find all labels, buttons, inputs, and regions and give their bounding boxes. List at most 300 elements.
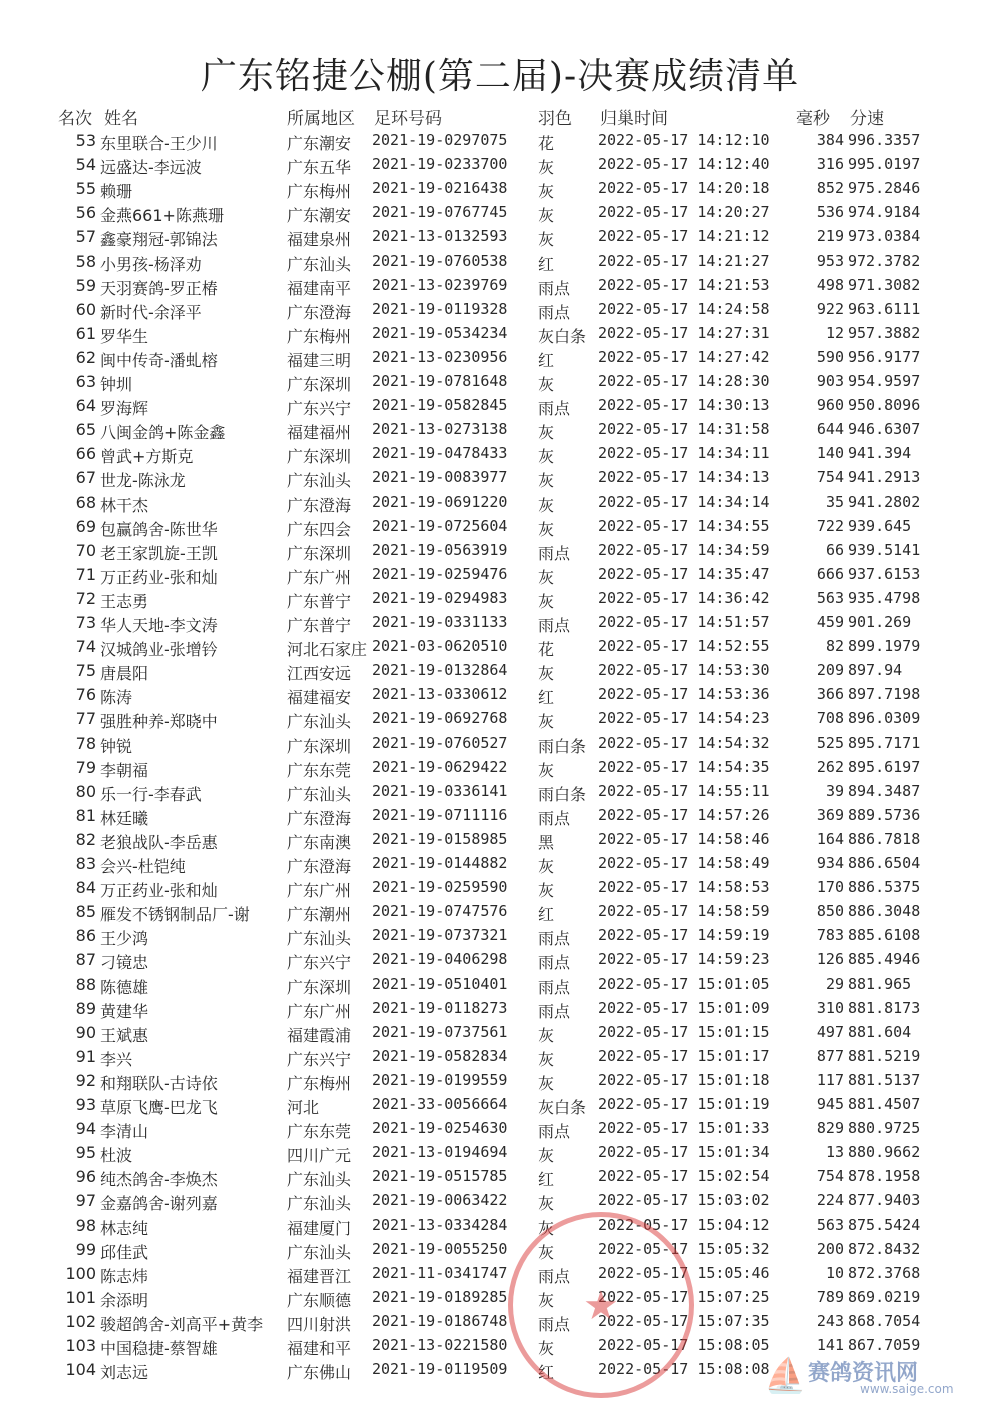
cell-ms: 39 — [825, 781, 844, 800]
cell-ring: 2021-11-0341747 — [372, 1263, 508, 1282]
table-row — [0, 1095, 1000, 1119]
cell-name: 余添明 — [100, 1290, 149, 1310]
cell-ms: 852 — [816, 179, 844, 198]
table-row — [0, 444, 1000, 468]
cell-name: 陈涛 — [100, 688, 133, 708]
cell-speed: 995.0197 — [848, 155, 921, 174]
cell-rank: 90 — [75, 1022, 96, 1042]
cell-name: 刁镜忠 — [100, 953, 149, 973]
cell-name: 黄建华 — [100, 1001, 149, 1021]
cell-speed: 886.5375 — [848, 878, 921, 897]
cell-speed: 941.2802 — [848, 492, 921, 511]
cell-rank: 100 — [65, 1263, 96, 1283]
cell-time: 2022-05-17 14:57:26 — [598, 805, 770, 824]
cell-color: 灰 — [538, 230, 555, 250]
header-ms: 毫秒 — [796, 109, 830, 129]
cell-region: 广东深圳 — [287, 977, 352, 997]
cell-ring: 2021-19-0725604 — [372, 516, 508, 535]
cell-name: 和翔联队-古诗依 — [100, 1073, 218, 1093]
cell-speed: 880.9725 — [848, 1119, 921, 1138]
cell-ms: 35 — [825, 492, 844, 511]
cell-ring: 2021-19-0199559 — [372, 1070, 508, 1089]
cell-region: 广东广州 — [287, 1001, 352, 1021]
cell-ring: 2021-19-0563919 — [372, 540, 508, 559]
cell-region: 河北 — [287, 1098, 320, 1117]
cell-region: 广东深圳 — [287, 447, 352, 467]
cell-ring: 2021-19-0534234 — [372, 323, 508, 342]
cell-ms: 903 — [816, 372, 844, 390]
cell-region: 广东汕头 — [287, 471, 352, 491]
cell-name: 李朝福 — [100, 760, 149, 780]
cell-speed: 886.3048 — [848, 902, 921, 921]
cell-ring: 2021-13-0330612 — [372, 685, 508, 704]
cell-ring: 2021-19-0781648 — [372, 372, 508, 390]
cell-time: 2022-05-17 15:05:46 — [598, 1263, 770, 1282]
cell-rank: 64 — [75, 396, 96, 416]
cell-region: 福建霞浦 — [287, 1025, 352, 1045]
cell-color: 雨点 — [538, 278, 571, 298]
cell-ring: 2021-19-0119509 — [372, 1360, 508, 1379]
table-row — [0, 999, 1000, 1023]
cell-ring: 2021-19-0510401 — [372, 974, 508, 993]
cell-speed: 897.94 — [848, 661, 903, 680]
cell-color: 灰 — [538, 881, 555, 901]
cell-speed: 939.645 — [848, 516, 912, 535]
cell-color: 灰 — [538, 495, 555, 515]
cell-rank: 56 — [75, 203, 96, 223]
cell-color: 红 — [538, 1363, 555, 1383]
cell-ring: 2021-19-0216438 — [372, 179, 508, 198]
cell-rank: 69 — [75, 516, 96, 536]
cell-region: 广东广州 — [287, 567, 352, 587]
cell-rank: 103 — [65, 1336, 96, 1355]
cell-name: 草原飞鹰-巴龙飞 — [100, 1098, 218, 1117]
cell-rank: 87 — [75, 950, 96, 970]
cell-name: 强胜种养-郑晓中 — [100, 712, 218, 732]
cell-rank: 62 — [75, 347, 96, 367]
cell-name: 八闽金鸽+陈金鑫 — [100, 423, 226, 443]
cell-color: 灰 — [538, 1242, 555, 1262]
cell-rank: 74 — [75, 637, 96, 657]
cell-ms: 13 — [825, 1143, 844, 1162]
cell-rank: 66 — [75, 444, 96, 464]
cell-time: 2022-05-17 15:01:05 — [598, 974, 770, 993]
cell-ring: 2021-19-0083977 — [372, 468, 508, 487]
cell-ms: 498 — [816, 275, 844, 294]
cell-ms: 366 — [816, 685, 844, 704]
cell-time: 2022-05-17 14:34:13 — [598, 468, 770, 487]
table-row — [0, 613, 1000, 637]
cell-name: 陈德雄 — [100, 977, 149, 997]
cell-rank: 58 — [75, 251, 96, 271]
table-row — [0, 854, 1000, 878]
cell-ms: 783 — [816, 926, 844, 945]
cell-color: 红 — [538, 905, 555, 925]
cell-speed: 872.8432 — [848, 1239, 921, 1258]
table-row — [0, 155, 1000, 179]
cell-name: 杜波 — [100, 1146, 133, 1166]
cell-name: 中国稳捷-蔡智雄 — [100, 1339, 218, 1358]
cell-time: 2022-05-17 14:52:55 — [598, 637, 770, 656]
cell-ms: 644 — [816, 420, 844, 439]
cell-color: 雨点 — [538, 1001, 571, 1021]
cell-speed: 956.9177 — [848, 347, 921, 366]
cell-speed: 954.9597 — [848, 372, 921, 390]
cell-ring: 2021-19-0760538 — [372, 251, 508, 270]
cell-ring: 2021-03-0620510 — [372, 637, 508, 656]
cell-ms: 12 — [825, 323, 844, 342]
table-row — [0, 637, 1000, 661]
cell-rank: 85 — [75, 902, 96, 922]
cell-time: 2022-05-17 14:58:53 — [598, 878, 770, 897]
cell-rank: 71 — [75, 564, 96, 584]
cell-ring: 2021-13-0239769 — [372, 275, 508, 294]
cell-name: 小男孩-杨泽劝 — [100, 254, 202, 274]
cell-rank: 65 — [75, 420, 96, 440]
cell-speed: 939.5141 — [848, 540, 921, 559]
cell-color: 雨点 — [538, 1266, 571, 1286]
table-row — [0, 517, 1000, 541]
cell-time: 2022-05-17 14:20:18 — [598, 179, 770, 198]
cell-region: 广东普宁 — [287, 616, 352, 635]
cell-rank: 76 — [75, 685, 96, 705]
cell-rank: 79 — [75, 757, 96, 777]
cell-name: 新时代-余泽平 — [100, 302, 202, 322]
cell-ms: 563 — [816, 1215, 844, 1234]
cell-color: 灰 — [538, 857, 555, 876]
cell-speed: 895.7171 — [848, 733, 921, 752]
table-row — [0, 1047, 1000, 1071]
cell-name: 纯杰鸽舍-李焕杰 — [100, 1170, 218, 1190]
cell-color: 雨点 — [538, 616, 571, 635]
cell-speed: 971.3082 — [848, 275, 921, 294]
cell-name: 乐一行-李春武 — [100, 784, 202, 804]
site-watermark — [764, 1354, 994, 1398]
table-row — [0, 396, 1000, 420]
cell-ms: 126 — [816, 950, 844, 969]
cell-speed: 996.3357 — [848, 131, 921, 149]
cell-name: 王斌惠 — [100, 1025, 149, 1045]
cell-rank: 89 — [75, 998, 96, 1018]
cell-name: 老王家凯旋-王凯 — [100, 543, 218, 563]
cell-rank: 101 — [65, 1287, 96, 1307]
cell-rank: 88 — [75, 974, 96, 994]
cell-region: 福建和平 — [287, 1339, 352, 1358]
star-icon: ★ — [583, 1283, 619, 1329]
cell-region: 福建晋江 — [287, 1266, 352, 1286]
cell-name: 万正药业-张和灿 — [100, 567, 218, 587]
cell-color: 雨点 — [538, 953, 571, 973]
cell-name: 罗华生 — [100, 326, 149, 346]
cell-speed: 877.9403 — [848, 1191, 921, 1210]
cell-speed: 869.0219 — [848, 1287, 921, 1306]
cell-name: 李兴 — [100, 1049, 133, 1069]
cell-time: 2022-05-17 15:01:33 — [598, 1119, 770, 1138]
cell-time: 2022-05-17 14:21:53 — [598, 275, 770, 294]
cell-ms: 789 — [816, 1287, 844, 1306]
table-row — [0, 203, 1000, 227]
header-rank: 名次 — [58, 109, 92, 129]
cell-color: 灰 — [538, 447, 555, 467]
cell-time: 2022-05-17 15:08:08 — [598, 1360, 770, 1379]
cell-rank: 73 — [75, 613, 96, 632]
table-row — [0, 565, 1000, 589]
watermark-name: 赛鸽资讯网 — [808, 1361, 919, 1386]
table-row — [0, 589, 1000, 613]
cell-region: 广东澄海 — [287, 857, 352, 876]
header-ring: 足环号码 — [374, 109, 442, 129]
cell-color: 灰 — [538, 567, 555, 587]
cell-name: 汉城鸽业-张增钤 — [100, 640, 218, 660]
cell-time: 2022-05-17 14:54:23 — [598, 709, 770, 728]
cell-ring: 2021-19-0233700 — [372, 155, 508, 174]
header-color: 羽色 — [538, 109, 572, 129]
cell-color: 灰 — [538, 1049, 555, 1069]
cell-color: 灰 — [538, 471, 555, 491]
cell-name: 林干杰 — [100, 495, 149, 515]
cell-name: 东里联合-王少川 — [100, 134, 218, 153]
cell-ring: 2021-19-0629422 — [372, 757, 508, 776]
cell-ring: 2021-13-0194694 — [372, 1143, 508, 1162]
cell-speed: 881.5137 — [848, 1070, 921, 1089]
cell-region: 广东澄海 — [287, 808, 352, 828]
cell-color: 红 — [538, 254, 555, 274]
cell-color: 灰白条 — [538, 326, 587, 346]
cell-speed: 974.9184 — [848, 203, 921, 222]
cell-ring: 2021-19-0406298 — [372, 950, 508, 969]
cell-color: 雨点 — [538, 1122, 571, 1142]
cell-region: 广东兴宁 — [287, 1049, 352, 1069]
cell-ms: 310 — [816, 998, 844, 1017]
cell-region: 河北石家庄 — [287, 640, 367, 660]
cell-time: 2022-05-17 14:53:36 — [598, 685, 770, 704]
cell-rank: 67 — [75, 468, 96, 488]
cell-region: 广东汕头 — [287, 1170, 352, 1190]
cell-ring: 2021-19-0336141 — [372, 781, 508, 800]
cell-ring: 2021-33-0056664 — [372, 1095, 508, 1113]
cell-rank: 80 — [75, 781, 96, 801]
table-row — [0, 1023, 1000, 1047]
cell-name: 雁发不锈钢制品厂-谢 — [100, 905, 250, 925]
cell-ms: 934 — [816, 854, 844, 872]
cell-ms: 525 — [816, 733, 844, 752]
cell-time: 2022-05-17 14:58:46 — [598, 829, 770, 848]
cell-ms: 164 — [816, 829, 844, 848]
cell-region: 广东澄海 — [287, 495, 352, 515]
cell-color: 灰 — [538, 1025, 555, 1045]
cell-rank: 68 — [75, 492, 96, 512]
cell-ring: 2021-19-0055250 — [372, 1239, 508, 1258]
header-speed: 分速 — [850, 109, 884, 129]
cell-speed: 946.6307 — [848, 420, 921, 439]
cell-ms: 82 — [825, 637, 844, 656]
cell-ms: 10 — [825, 1263, 844, 1282]
cell-color: 灰 — [538, 182, 555, 202]
cell-name: 钟圳 — [100, 375, 133, 394]
cell-time: 2022-05-17 15:02:54 — [598, 1167, 770, 1186]
cell-region: 广东汕头 — [287, 712, 352, 732]
cell-region: 福建厦门 — [287, 1218, 352, 1238]
cell-ms: 590 — [816, 347, 844, 366]
cell-speed: 881.4507 — [848, 1095, 921, 1113]
table-row — [0, 324, 1000, 348]
cell-ring: 2021-19-0118273 — [372, 998, 508, 1017]
cell-rank: 70 — [75, 540, 96, 560]
cell-speed: 897.7198 — [848, 685, 921, 704]
cell-speed: 950.8096 — [848, 396, 921, 415]
cell-color: 雨点 — [538, 1314, 571, 1334]
cell-color: 花 — [538, 640, 555, 660]
cell-time: 2022-05-17 14:34:14 — [598, 492, 770, 511]
table-row — [0, 131, 1000, 155]
cell-time: 2022-05-17 14:21:12 — [598, 227, 770, 246]
cell-region: 四川广元 — [287, 1146, 352, 1166]
cell-speed: 867.7059 — [848, 1336, 921, 1354]
cell-ms: 200 — [816, 1239, 844, 1258]
cell-speed: 878.1958 — [848, 1167, 921, 1186]
cell-ring: 2021-19-0747576 — [372, 902, 508, 921]
cell-ms: 316 — [816, 155, 844, 174]
cell-time: 2022-05-17 14:59:19 — [598, 926, 770, 945]
cell-time: 2022-05-17 14:34:59 — [598, 540, 770, 559]
cell-speed: 868.7054 — [848, 1311, 921, 1330]
cell-color: 雨白条 — [538, 736, 587, 756]
cell-time: 2022-05-17 14:12:10 — [598, 131, 770, 149]
cell-speed: 885.4946 — [848, 950, 921, 969]
cell-ring: 2021-19-0478433 — [372, 444, 508, 463]
cell-speed: 896.0309 — [848, 709, 921, 728]
cell-speed: 895.6197 — [848, 757, 921, 776]
cell-speed: 935.4798 — [848, 588, 921, 607]
cell-color: 灰 — [538, 1218, 555, 1238]
cell-speed: 889.5736 — [848, 805, 921, 824]
cell-time: 2022-05-17 14:27:42 — [598, 347, 770, 366]
table-row — [0, 348, 1000, 372]
table-row — [0, 685, 1000, 709]
cell-time: 2022-05-17 14:36:42 — [598, 588, 770, 607]
cell-rank: 61 — [75, 323, 96, 343]
cell-region: 广东梅州 — [287, 326, 352, 346]
cell-ring: 2021-19-0691220 — [372, 492, 508, 511]
cell-region: 广东汕头 — [287, 784, 352, 804]
cell-name: 远盛达-李远波 — [100, 158, 202, 178]
cell-name: 金燕661+陈燕珊 — [100, 206, 224, 226]
table-row — [0, 1143, 1000, 1167]
cell-ms: 536 — [816, 203, 844, 222]
table-row — [0, 926, 1000, 950]
cell-rank: 53 — [75, 131, 96, 150]
cell-rank: 63 — [75, 372, 96, 391]
cell-color: 灰 — [538, 158, 555, 178]
cell-ring: 2021-19-0063422 — [372, 1191, 508, 1210]
cell-name: 闽中传奇-潘虬榕 — [100, 350, 218, 370]
cell-rank: 59 — [75, 275, 96, 295]
cell-time: 2022-05-17 14:12:40 — [598, 155, 770, 174]
cell-name: 骏超鸽舍-刘高平+黄李 — [100, 1314, 264, 1334]
cell-ring: 2021-19-0144882 — [372, 854, 508, 872]
cell-ms: 262 — [816, 757, 844, 776]
cell-ring: 2021-19-0737321 — [372, 926, 508, 945]
cell-speed: 963.6111 — [848, 299, 921, 318]
cell-speed: 899.1979 — [848, 637, 921, 656]
cell-time: 2022-05-17 15:01:18 — [598, 1070, 770, 1089]
cell-color: 灰 — [538, 1339, 555, 1358]
cell-time: 2022-05-17 14:35:47 — [598, 564, 770, 583]
cell-color: 雨点 — [538, 808, 571, 828]
cell-time: 2022-05-17 15:04:12 — [598, 1215, 770, 1234]
cell-speed: 881.8173 — [848, 998, 921, 1017]
cell-speed: 975.2846 — [848, 179, 921, 198]
cell-region: 广东兴宁 — [287, 399, 352, 419]
cell-ms: 141 — [816, 1336, 844, 1354]
cell-ms: 563 — [816, 588, 844, 607]
cell-rank: 102 — [65, 1311, 96, 1331]
cell-time: 2022-05-17 14:24:58 — [598, 299, 770, 318]
header-region: 所属地区 — [287, 109, 355, 129]
cell-name: 陈志炜 — [100, 1266, 149, 1286]
cell-color: 灰 — [538, 1146, 555, 1166]
cell-ms: 960 — [816, 396, 844, 415]
cell-ms: 666 — [816, 564, 844, 583]
cell-time: 2022-05-17 14:53:30 — [598, 661, 770, 680]
table-row — [0, 806, 1000, 830]
cell-rank: 72 — [75, 588, 96, 608]
table-row — [0, 1240, 1000, 1264]
cell-time: 2022-05-17 14:51:57 — [598, 613, 770, 631]
header-name: 姓名 — [104, 109, 138, 129]
table-row — [0, 420, 1000, 444]
cell-ring: 2021-13-0273138 — [372, 420, 508, 439]
cell-region: 广东潮安 — [287, 134, 352, 153]
cell-region: 福建福州 — [287, 423, 352, 443]
table-row — [0, 758, 1000, 782]
cell-region: 广东汕头 — [287, 929, 352, 949]
cell-ms: 29 — [825, 974, 844, 993]
cell-color: 灰 — [538, 664, 555, 684]
cell-region: 广东深圳 — [287, 736, 352, 756]
cell-rank: 97 — [75, 1191, 96, 1211]
cell-region: 广东澄海 — [287, 302, 352, 322]
cell-ms: 829 — [816, 1119, 844, 1138]
cell-color: 灰 — [538, 712, 555, 732]
cell-region: 广东潮安 — [287, 206, 352, 226]
cell-rank: 93 — [75, 1095, 96, 1114]
table-row — [0, 782, 1000, 806]
cell-ring: 2021-19-0186748 — [372, 1311, 508, 1330]
cell-name: 天羽赛鸽-罗正椿 — [100, 278, 218, 298]
table-row — [0, 252, 1000, 276]
cell-color: 灰 — [538, 1073, 555, 1093]
cell-time: 2022-05-17 14:34:11 — [598, 444, 770, 463]
cell-region: 广东顺德 — [287, 1290, 352, 1310]
cell-ring: 2021-19-0515785 — [372, 1167, 508, 1186]
cell-region: 福建福安 — [287, 688, 352, 708]
table-row — [0, 1264, 1000, 1288]
cell-color: 灰 — [538, 591, 555, 611]
cell-region: 广东普宁 — [287, 591, 352, 611]
cell-speed: 875.5424 — [848, 1215, 921, 1234]
cell-region: 广东五华 — [287, 158, 352, 178]
cell-ms: 224 — [816, 1191, 844, 1210]
table-row — [0, 372, 1000, 396]
cell-region: 福建泉州 — [287, 230, 352, 250]
cell-name: 刘志远 — [100, 1363, 149, 1383]
cell-speed: 941.394 — [848, 444, 912, 463]
cell-rank: 95 — [75, 1143, 96, 1163]
cell-ms: 754 — [816, 468, 844, 487]
cell-region: 广东潮州 — [287, 905, 352, 925]
cell-color: 雨点 — [538, 543, 571, 563]
